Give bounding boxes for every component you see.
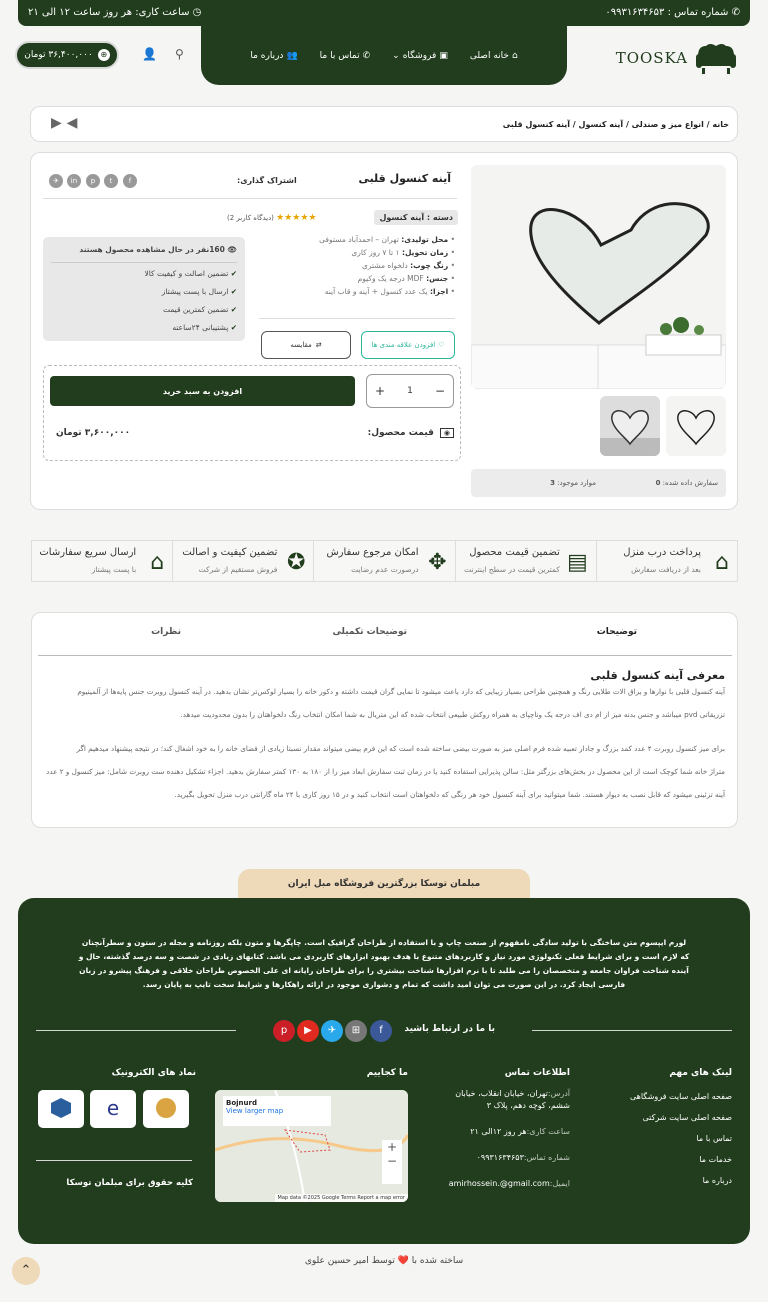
arrows-icon: ✥: [428, 550, 447, 575]
feature-strip: [31, 540, 738, 582]
next-arrow-icon[interactable]: ▶: [51, 115, 62, 131]
user-icon[interactable]: 👤: [142, 47, 157, 61]
chevron-up-icon: ⌃: [20, 1263, 32, 1278]
home-icon: ⌂: [715, 550, 729, 575]
check-icon: ✔: [230, 323, 237, 332]
description-line: تزریقاتی pvd میباشد و جنس بدنه میز از ام دی اف درجه یک وناچپای به همراه روکش طبیعی انتخاب شده که این متریال به شما امکان انتخاب رنگ دلخواهتان را بدون محدودیت میدهد.: [180, 710, 725, 719]
hours-text: ◷ ساعت کاری: هر روز ساعت ۱۲ الی ۲۱: [28, 7, 202, 18]
copyright: کلیه حقوق برای مبلمان توسکا: [66, 1178, 193, 1188]
samandehi-badge[interactable]: e: [90, 1090, 136, 1128]
house-icon: ⌂: [150, 550, 165, 575]
bag-icon: ▣: [439, 50, 448, 61]
quantity-stepper[interactable]: [366, 374, 454, 408]
home-icon: ⌂: [511, 50, 518, 61]
medal-icon: ✪: [286, 550, 306, 575]
where-title: ما کجاییم: [366, 1068, 408, 1078]
product-card: [30, 152, 738, 510]
map-larger-link[interactable]: View larger map: [226, 1107, 284, 1115]
check-icon: ✔: [230, 305, 237, 314]
footer-about: لورم ایپسوم متن ساختگی با تولید سادگی نامفهوم از صنعت چاپ و با استفاده از طراحان گرافیک است. چاپگرها و متون بلکه روزنامه و مجله در ستون و سطرآنچنان که لازم است و برای شرایط فعلی تکنولوژی مورد نیاز و کاربردهای متنوع با هدف بهبود ابزارهای کاربردی می باشد. کتابهای زیادی در شصت و سه درصد گذشته، حال و آینده شناخت فراوان جامعه و متخصصان را می طلبد تا با نرم افزارها شناخت بیشتری را برای طراحان رایانه ای علی الخصوص طراحان خلاقی و فرهنگ پیشرو در زبان فارسی ایجاد کرد. در این صورت می توان امید داشت که تمام و دشواری موجود در ارائه راهکارها و شرایط سخت تایپ به پایان رسد.: [78, 938, 690, 989]
clock-icon: ◷: [192, 7, 202, 18]
guarantee-item: ✔ پشتیبانی ۲۴ساعته: [172, 323, 237, 332]
search-icon[interactable]: ⚲: [175, 47, 184, 61]
description-title: معرفی آینه کنسول قلبی: [590, 669, 725, 682]
nav-about[interactable]: 👥 درباره ما: [250, 50, 298, 61]
email: ایمیل:amirhossein.@gmail.com: [448, 1179, 570, 1188]
header: [0, 26, 768, 86]
twitter-icon[interactable]: t: [104, 174, 118, 188]
map-attribution: Map data ©2025 Google Terms Report a map error: [275, 1194, 408, 1202]
footer-link[interactable]: صفحه اصلی سایت شرکتی: [642, 1113, 732, 1122]
thumbnail-2[interactable]: [600, 396, 660, 456]
map[interactable]: [215, 1090, 408, 1202]
phone-text: ✆ شماره تماس : ۰۹۹۳۱۶۳۴۶۵۳: [605, 7, 740, 18]
footer-links: [630, 1086, 732, 1191]
logo-text: TOOSKA: [615, 49, 688, 67]
pinterest-icon[interactable]: p: [273, 1020, 295, 1042]
divider: [36, 1030, 236, 1031]
logo[interactable]: [616, 40, 738, 76]
contact-info-title: اطلاعات تماس: [504, 1068, 570, 1078]
telegram-icon[interactable]: ✈: [49, 174, 63, 188]
spec-item: • اجزا: یک عدد کنسول + آینه و قاب آینه: [324, 287, 455, 296]
divider: [259, 318, 455, 319]
wishlist-button[interactable]: ♡ افزودن علاقه مندی ها: [361, 331, 455, 359]
rating[interactable]: ★★★★★ (دیدگاه کاربر 2): [227, 213, 317, 223]
feature-item: ⌂ ارسال سریع سفارشات با پست پیشتاز: [39, 547, 165, 575]
product-title: آینه کنسول قلبی: [358, 172, 451, 185]
tabs-card: [31, 612, 738, 828]
enamad-title: نماد های الکترونیک: [111, 1068, 196, 1078]
divider: [38, 655, 732, 656]
money-icon: ▤: [567, 550, 588, 575]
description-line: برای میز کنسول روبرت ۴ عدد کمد بزرگ و جادار تعبیه شده فرم اصلی میز به صورت بیضی ساخته شده است که این فرم بیضی میتواند مقدار نسبتا زیادی از فضای خانه را به خود اشغال کند؛ در نتیجه پیشنهاد میدهیم اگر: [76, 744, 725, 753]
trust-box: [43, 237, 245, 341]
guarantee-item: ✔ تضمین کمترین قیمت: [162, 305, 237, 314]
spec-item: • زمان تحویل: ۱ تا ۷ روز کاری: [351, 248, 455, 257]
cart-icon: ⊕: [98, 49, 110, 61]
feature-item: ▤ تضمین قیمت محصول کمترین قیمت در سطح اینترنت: [455, 541, 596, 581]
swap-icon: ⇄: [315, 341, 322, 349]
thumbnail-1[interactable]: [666, 396, 726, 456]
divider: [532, 1030, 732, 1031]
slider-arrows: [51, 115, 77, 131]
links-title: لینک های مهم: [669, 1068, 732, 1078]
footer-ribbon: مبلمان توسکا بزرگترین فروشگاه مبل ایران: [238, 869, 530, 899]
chevron-down-icon: ⌄: [392, 50, 400, 61]
eye-icon: 👁: [227, 245, 237, 254]
feature-item: ✥ امکان مرجوع سفارش درصورت عدم رضایت: [313, 541, 454, 581]
spec-item: • جنس: MDF درجه یک وکیوم: [357, 274, 455, 283]
windows-icon[interactable]: ⊞: [345, 1020, 367, 1042]
guarantee-item: ✔ تضمین اصالت و کیفیت کالا: [144, 269, 237, 278]
phone-icon: ✆: [362, 50, 371, 61]
zoom-out-icon[interactable]: −: [386, 1154, 398, 1168]
facebook-icon[interactable]: f: [370, 1020, 392, 1042]
footer-link[interactable]: صفحه اصلی سایت فروشگاهی: [629, 1092, 732, 1101]
credit: ساخته شده با ❤️ توسط امیر حسین علوی: [304, 1256, 464, 1266]
prev-arrow-icon[interactable]: ◀: [66, 115, 78, 131]
quantity-value[interactable]: 1: [407, 386, 413, 396]
enamad-badge[interactable]: [143, 1090, 189, 1128]
spec-item: • محل تولیدی: تهران – احمدآباد مستوفی: [319, 235, 455, 244]
price-value: ۳,۶۰۰,۰۰۰ تومان: [56, 428, 131, 438]
heart-icon: ♡: [438, 341, 445, 349]
footer-link[interactable]: تماس با ما: [696, 1134, 732, 1143]
facebook-icon[interactable]: f: [123, 174, 137, 188]
top-bar: [18, 0, 750, 26]
spec-item: • رنگ چوب: دلخواه مشتری: [362, 261, 455, 270]
pinterest-icon[interactable]: p: [86, 174, 100, 188]
add-to-cart-button[interactable]: افزودن به سبد خرید: [50, 376, 355, 406]
address: آدرس:تهران، خیابان انقلاب، خیابان ششم، کوچه دهم، پلاک ۳: [455, 1089, 570, 1110]
product-main-image[interactable]: [471, 165, 726, 389]
price-label: ◉ قیمت محصول:: [368, 428, 454, 438]
divider: [51, 262, 237, 263]
linkedin-icon[interactable]: in: [67, 174, 81, 188]
feature-item: ✪ تضمین کیفیت و اصالت فروش مستقیم از شرکت: [172, 541, 313, 581]
viewers-text: 👁 160نفر در حال مشاهده محصول هستند: [79, 245, 237, 254]
tab-reviews[interactable]: نظرات: [151, 627, 181, 637]
description-line: متراژ خانه شما کوچک است از این محصول در بخش‌های بزرگتر مثل: سالن پذیرایی استفاده کنید یا در زمان ثبت سفارش ابعاد میز را از ۱۸۰ به ۱۳۰ کمتر سفارش بدهید. اجزاء تشکیل دهنده ست روبرت شامل: میز کنسول و ۲ عدد: [46, 767, 725, 776]
plus-icon[interactable]: +: [375, 384, 386, 398]
telegram-icon[interactable]: ✈: [321, 1020, 343, 1042]
footer: [18, 898, 750, 1244]
category-badge[interactable]: دسته : آینه کنسول: [374, 210, 458, 225]
users-icon: 👥: [286, 50, 298, 61]
youtube-icon[interactable]: ▶: [297, 1020, 319, 1042]
spec-list: [319, 233, 455, 298]
work-hours: ساعت کاری:هر روز ۱۲الی ۲۱: [470, 1127, 570, 1136]
sofa-logo-icon: [694, 40, 738, 76]
union-badge[interactable]: [38, 1090, 84, 1128]
divider: [36, 1160, 192, 1161]
feature-item: ⌂ پرداخت درب منزل بعد از دریافت سفارش: [596, 541, 737, 581]
map-city: Bojnurd: [226, 1099, 257, 1107]
stock-info: [471, 469, 726, 497]
breadcrumb: خانه / انواع میز و صندلی / آینه کنسول / آینه کنسول قلبی ◀ ▶: [30, 106, 738, 142]
zoom-in-icon[interactable]: +: [386, 1140, 398, 1154]
compare-button[interactable]: ⇄ مقایسه: [261, 331, 351, 359]
share-label: اشتراک گذاری:: [237, 176, 297, 185]
footer-link[interactable]: درباره ما: [702, 1176, 732, 1185]
guarantee-item: ✔ ارسال با پست پیشتاز: [161, 287, 237, 296]
footer-link[interactable]: خدمات ما: [699, 1155, 732, 1164]
divider: [43, 198, 457, 199]
contact-us-label: با ما در ارتباط باشید: [404, 1024, 495, 1034]
orders-count: سفارش داده شده: 0: [655, 479, 718, 487]
minus-icon[interactable]: −: [434, 384, 445, 398]
nav-home[interactable]: ⌂ خانه اصلی: [469, 50, 518, 61]
scroll-top-button[interactable]: [12, 1257, 40, 1285]
description-line: آینه کنسول قلبی با نوارها و یراق الات طلایی رنگ و همچنین طراحی بسیار زیبایی که دارد باعث میشود تا نمایی گران قیمت داشته و دکور خانه را بسیار لوکس‌تر نشان بدهید. در آینه کنسول روبرت جنس پایه‌ها از آلمینیوم: [77, 687, 725, 696]
check-icon: ✔: [230, 287, 237, 296]
money-icon: ◉: [440, 428, 454, 438]
tab-additional-info[interactable]: توضیحات تکمیلی: [332, 627, 407, 637]
tab-description[interactable]: توضیحات: [596, 627, 637, 637]
buy-box: [43, 365, 461, 461]
check-icon: ✔: [230, 269, 237, 278]
stars-icon: ★★★★★: [276, 213, 317, 223]
main-nav: [201, 26, 567, 85]
nav-contact[interactable]: ✆ تماس با ما: [319, 50, 371, 61]
contact-info: [450, 1088, 570, 1190]
nav-shop[interactable]: ▣ فروشگاه ⌄: [392, 50, 448, 61]
description-line: آینه تزئینی میشود که قابل نصب به دیوار هستند. شما میتوانید برای آینه کنسول خود هر رنگی که دلخواهتان است انتخاب کنید و در ۱۵ روز کاری با ۲۴ ماه گارانتی درب منزل تحویل بگیرید.: [174, 790, 725, 799]
cart-button[interactable]: ⊕ ۳۶,۴۰۰,۰۰۰ تومان: [15, 41, 119, 69]
phone: شماره تماس:۰۹۹۳۱۶۳۴۶۵۳: [476, 1153, 570, 1162]
stock-count: موارد موجود: 3: [550, 479, 596, 487]
phone-icon: ✆: [731, 7, 740, 18]
